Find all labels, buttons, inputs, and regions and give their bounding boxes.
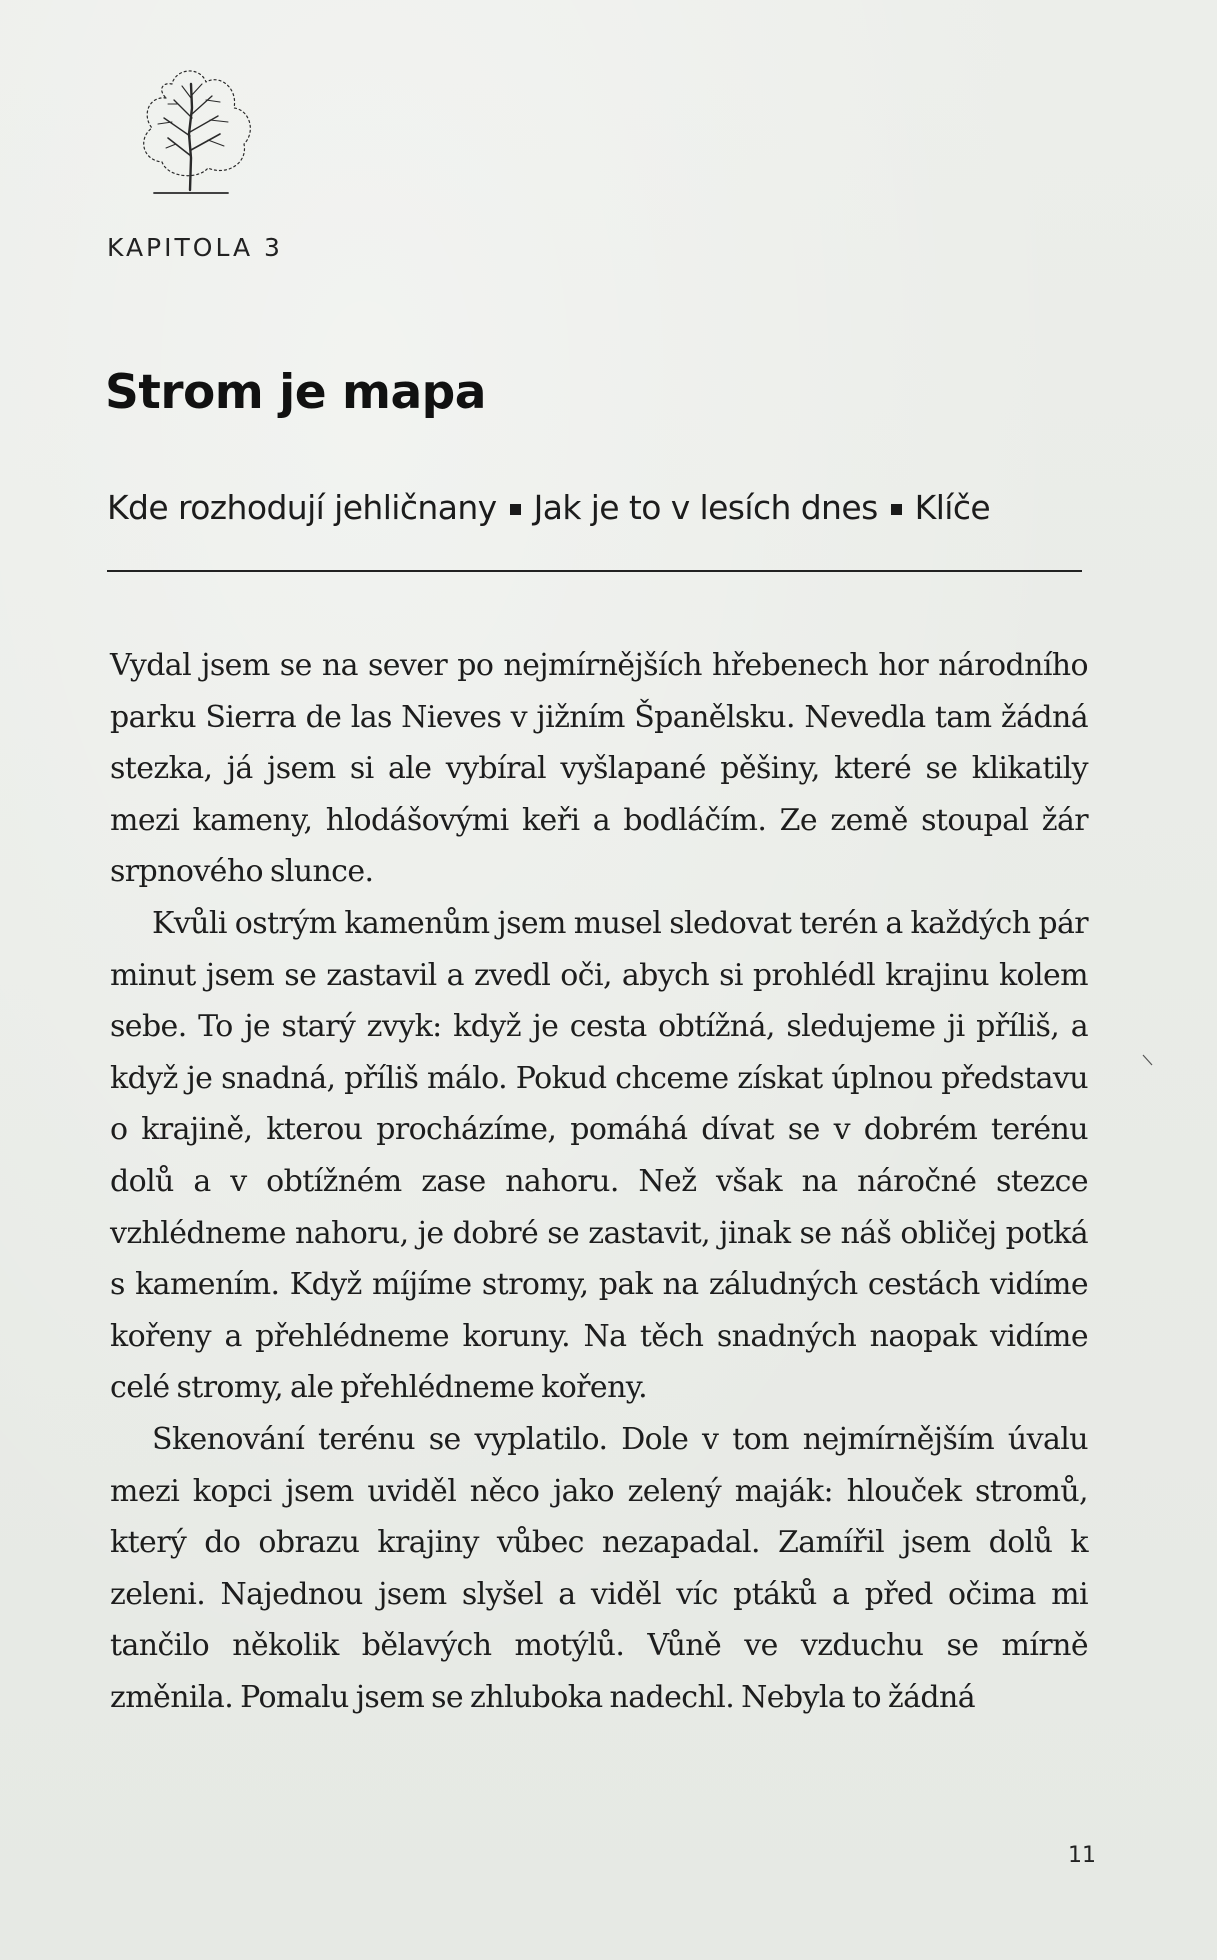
subtopic-2: Jak je to v lesích dnes — [533, 488, 878, 527]
subtopic-1: Kde rozhodují jehličnany — [107, 488, 497, 527]
section-divider — [107, 570, 1082, 572]
paragraph: Kvůli ostrým kamenům jsem musel sledovat terén a každých pár minut jsem se zastavil a zvedl oči, abych si prohlédl krajinu kolem sebe. To je starý zvyk: když je cesta obtížná, sledujeme ji příliš, a když je snadná, příliš málo. Pokud chceme získat úplnou představu o krajině, kterou procházíme, pomáhá dívat se v dobrém terénu dolů a v obtížném zase nahoru. Než však na náročné stezce vzhlédneme nahoru, je dobré se zastavit, jinak se náš obličej potká s kamením. Když míjíme stromy, pak na záludných cestách vidíme kořeny a přehlédneme koruny. Na těch snadných naopak vidíme celé stromy, ale přehlédneme kořeny. — [110, 905, 1088, 1406]
chapter-subtopics — [107, 488, 990, 527]
square-bullet-icon — [510, 504, 521, 515]
pen-mark-icon — [1141, 1053, 1155, 1067]
chapter-label: KAPITOLA 3 — [107, 233, 283, 262]
paragraph: Skenování terénu se vyplatilo. Dole v tom nejmírnějším úvalu mezi kopci jsem uviděl něco jako zelený maják: hlouček stromů, který do obrazu krajiny vůbec nezapadal. Zamířil jsem dolů k zeleni. Najednou jsem slyšel a viděl víc ptáků a před očima mi tančilo několik bělavých motýlů. Vůně ve vzduchu se mírně změnila. Pomalu jsem se zhluboka nadechl. Nebyla to žádná — [110, 1421, 1088, 1715]
subtopic-3: Klíče — [914, 488, 991, 527]
page-number: 11 — [1068, 1843, 1096, 1868]
chapter-title: Strom je mapa — [105, 365, 487, 420]
body-text — [110, 640, 1088, 1723]
tree-icon — [128, 38, 258, 203]
square-bullet-icon — [891, 504, 902, 515]
paragraph: Vydal jsem se na sever po nejmírnějších hřebenech hor národního parku Sierra de las Nieves v jižním Španělsku. Nevedla tam žádná stezka, já jsem si ale vybíral vyšlapané pěšiny, které se klikatily mezi kameny, hlodášovými keři a bodláčím. Ze země stoupal žár srpnového slunce. — [110, 648, 1088, 890]
